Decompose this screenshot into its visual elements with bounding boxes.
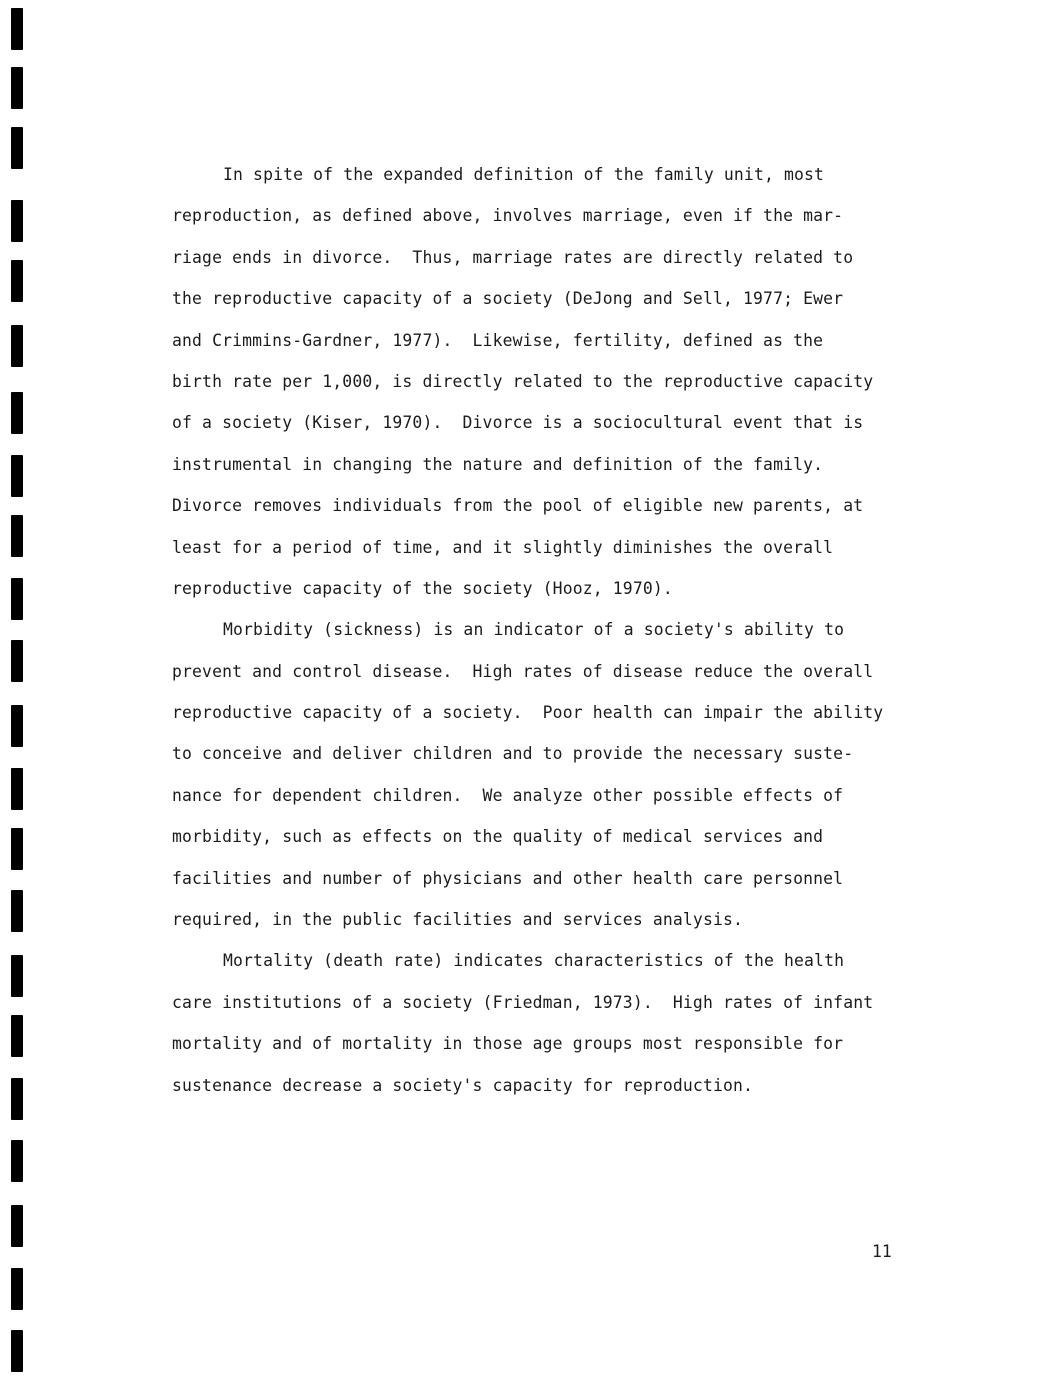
punch-hole-mark <box>11 200 23 242</box>
punch-hole-mark <box>11 828 23 870</box>
punch-hole-mark <box>11 1015 23 1057</box>
punch-hole-mark <box>11 768 23 810</box>
punch-hole-mark <box>11 455 23 497</box>
punch-hole-mark <box>11 8 23 50</box>
text-line: mortality and of mortality in those age groups most responsible for <box>172 1034 844 1054</box>
text-line: reproductive capacity of the society (Hooz, 1970). <box>172 578 673 598</box>
punch-hole-mark <box>11 1330 23 1372</box>
text-line: to conceive and deliver children and to provide the necessary suste- <box>172 744 854 764</box>
text-line: Morbidity (sickness) is an indicator of a society's ability to <box>223 620 845 640</box>
punch-hole-mark <box>11 1140 23 1182</box>
punch-hole-mark <box>11 325 23 367</box>
text-line: least for a period of time, and it slightly diminishes the overall <box>172 537 834 557</box>
page-number: 11 <box>872 1242 892 1261</box>
punch-hole-mark <box>11 955 23 997</box>
text-line: prevent and control disease. High rates of disease reduce the overall <box>172 661 874 681</box>
text-line: riage ends in divorce. Thus, marriage rates are directly related to <box>172 247 854 267</box>
punch-hole-mark <box>11 127 23 169</box>
text-line: reproduction, as defined above, involves marriage, even if the mar- <box>172 206 844 226</box>
text-line: the reproductive capacity of a society (DeJong and Sell, 1977; Ewer <box>172 289 844 309</box>
punch-hole-mark <box>11 640 23 682</box>
text-line: sustenance decrease a society's capacity for reproduction. <box>172 1075 754 1095</box>
text-line: and Crimmins-Gardner, 1977). Likewise, fertility, defined as the <box>172 330 824 350</box>
punch-hole-mark <box>11 515 23 557</box>
punch-hole-mark <box>11 1205 23 1247</box>
text-line: birth rate per 1,000, is directly related to the reproductive capacity <box>172 371 874 391</box>
punch-hole-mark <box>11 705 23 747</box>
body-text <box>172 160 932 1112</box>
paragraph-morbidity <box>172 615 932 946</box>
punch-hole-mark <box>11 890 23 932</box>
text-line: required, in the public facilities and services analysis. <box>172 910 744 930</box>
text-line: of a society (Kiser, 1970). Divorce is a sociocultural event that is <box>172 413 864 433</box>
punch-hole-mark <box>11 1268 23 1310</box>
punch-hole-mark <box>11 578 23 620</box>
text-line: instrumental in changing the nature and definition of the family. <box>172 454 824 474</box>
text-line: care institutions of a society (Friedman, 1973). High rates of infant <box>172 992 874 1012</box>
punch-hole-mark <box>11 67 23 109</box>
text-line: nance for dependent children. We analyze other possible effects of <box>172 785 844 805</box>
text-line: In spite of the expanded definition of the family unit, most <box>223 165 825 184</box>
punch-hole-mark <box>11 392 23 434</box>
text-line: Divorce removes individuals from the pool of eligible new parents, at <box>172 496 864 516</box>
text-line: facilities and number of physicians and other health care personnel <box>172 868 844 888</box>
text-line: Mortality (death rate) indicates characteristics of the health <box>223 951 845 971</box>
punch-hole-mark <box>11 1078 23 1120</box>
punch-hole-mark <box>11 260 23 302</box>
text-line: morbidity, such as effects on the quality of medical services and <box>172 827 824 847</box>
text-line: reproductive capacity of a society. Poor health can impair the ability <box>172 703 884 723</box>
paragraph-mortality <box>172 946 932 1112</box>
binding-strip <box>0 0 40 1380</box>
paragraph-family-and-reproduction <box>172 160 932 615</box>
